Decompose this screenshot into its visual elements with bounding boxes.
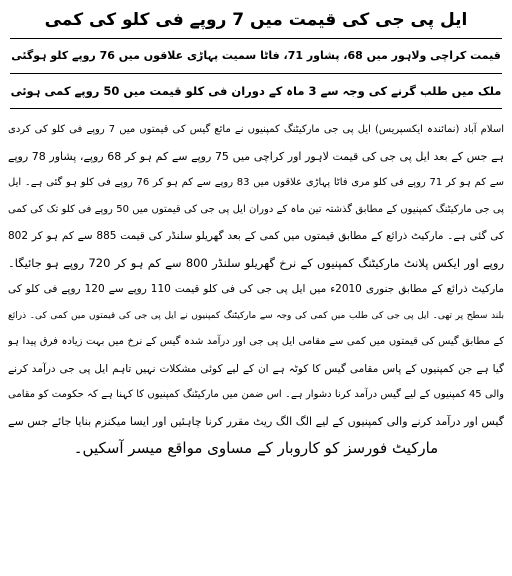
body-line: اسلام آباد (نمائندہ ایکسپریس) ایل پی جی مارکیٹنگ کمپنیوں نے مائع گیس کی قیمتوں میں 7 روپے فی کلو کی کردی — [8, 124, 504, 135]
subheadline-1: قیمت کراچی ولاہور میں 68، پشاور 71، فاٹا سمیت پہاڑی علاقوں میں 76 روپے کلو ہوگئی — [11, 49, 501, 62]
headline: ایل پی جی کی قیمت میں 7 روپے فی کلو کی کمی — [44, 10, 468, 30]
body-line: مارکیٹ ذرائع کے مطابق جنوری 2010ء میں ایل پی جی کی فی کلو قیمت 110 روپے سے 120 روپے فی کلو کی — [8, 283, 504, 295]
body-line: کے مطابق گیس کی قیمتوں میں کمی سے مقامی ایل پی جی اور درآمد شدہ گیس کے نرخ میں بہت زیادہ فرق پیدا ہو — [8, 336, 504, 347]
subheadline-2: ملک میں طلب گرنے کی وجہ سے 3 ماہ کے دوران فی کلو قیمت میں 50 روپے کمی ہوئی — [10, 84, 502, 98]
body-line: گیا ہے جن کمپنیوں کے پاس مقامی گیس کا کوٹہ ہے ان کے لیے کوئی مشکلات نہیں تاہم ایل پی جی درآمد کرنے — [8, 362, 504, 375]
headline-divider — [10, 38, 502, 39]
body-line: کی گئی ہے۔ مارکیٹ ذرائع کے مطابق قیمتوں میں کمی کے بعد گھریلو سلنڈر کی قیمت 885 سے کم ہو کر 802 — [8, 230, 504, 242]
body-line: پی جی مارکیٹنگ کمپنیوں کے مطابق گذشتہ تین ماہ کے دوران ایل پی جی کی قیمتوں میں 50 روپے فی کلو تک کی کمی — [8, 203, 504, 215]
subhead-divider-1 — [10, 73, 502, 74]
body-line: بلند سطح پر تھی۔ ایل پی جی کی طلب میں کمی کی وجہ سے مارکیٹنگ کمپنیوں نے ایل پی جی کی قیمتوں میں کمی کی۔ ذرائع — [8, 310, 504, 321]
article-body — [8, 117, 504, 462]
body-line: مارکیٹ فورسز کو کاروبار کے مساوی مواقع میسر آسکیں۔ — [73, 439, 439, 457]
body-line: سے کم ہو کر 71 روپے فی کلو مری فاٹا پہاڑی علاقوں میں 83 روپے سے کم ہو کر 76 روپے فی کلو ہو گئی ہے۔ ایل — [8, 177, 504, 188]
subhead-divider-2 — [10, 108, 502, 109]
body-line: ہے جس کے بعد ایل پی جی کی قیمت لاہور اور کراچی میں 75 روپے سے کم ہو کر 68 روپے، پشاور 78 روپے — [8, 149, 504, 163]
body-line: گیس اور درآمد کرنے والی کمپنیوں کے لیے الگ الگ ریٹ مقرر کرنا چاہئیں اور ایسا میکنزم بنایا جائے جس سے — [8, 414, 504, 428]
body-line: والی 45 کمپنیوں کے لیے گیس درآمد کرنا دشوار ہے۔ اس ضمن میں مارکیٹنگ کمپنیوں کا کہنا ہے کہ حکومت کو مقامی — [8, 389, 504, 400]
body-line: روپے اور ایکس پلانٹ مارکیٹنگ کمپنیوں کے نرخ گھریلو سلنڈر 800 سے کم ہو کر 720 روپے ہو جائیگا۔ — [8, 255, 504, 270]
